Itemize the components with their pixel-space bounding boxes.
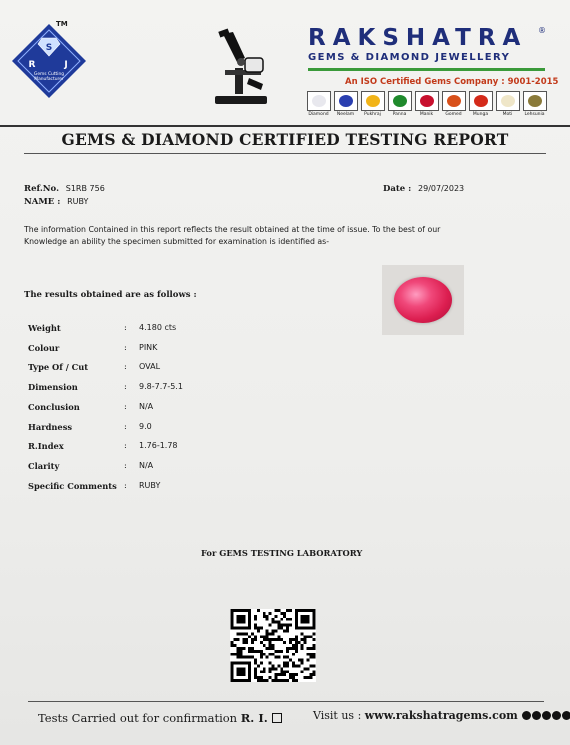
gem-stone-icon: [447, 95, 461, 107]
report-title: GEMS & DIAMOND CERTIFIED TESTING REPORT: [61, 130, 509, 149]
trademark-mark: TM: [56, 20, 68, 28]
disclaimer-line: Knowledge an ability the specimen submitted for examination is identified as-: [24, 236, 330, 246]
name-label: NAME :: [24, 197, 61, 207]
gemstone-photo: [382, 265, 464, 335]
footer-website: [313, 709, 570, 722]
property-label: Specific Comments: [28, 480, 117, 491]
brand-subtitle: GEMS & DIAMOND JEWELLERY: [308, 52, 511, 63]
property-value: PINK: [139, 342, 158, 352]
gem-thumbnail: [388, 91, 412, 111]
property-colon: :: [124, 342, 127, 353]
brand-title: RAKSHATRA: [308, 25, 528, 51]
property-label: Clarity: [28, 460, 60, 471]
gem-thumbnail: [415, 91, 439, 111]
gem-stone-icon: [528, 95, 542, 107]
property-colon: :: [124, 323, 127, 333]
footer-divider: [28, 701, 544, 702]
property-value: 9.8-7.7-5.1: [139, 382, 183, 392]
youtube-icon[interactable]: [562, 711, 570, 720]
date-label: Date :: [383, 184, 412, 194]
gem-stone-icon: [312, 95, 326, 107]
name-value: RUBY: [67, 197, 89, 206]
gem-thumbnail: [361, 91, 385, 111]
property-value: 4.180 cts: [139, 323, 177, 332]
gem-thumbnail: [523, 91, 547, 111]
disclaimer-line: The information Contained in this report reflects the result obtained at the time of issue. To the best of our: [24, 225, 441, 234]
svg-text:Gems Cutting: Gems Cutting: [33, 72, 65, 77]
property-label: Conclusion: [28, 401, 80, 412]
gem-thumbnail: [496, 91, 520, 111]
disclaimer-text: [24, 224, 494, 247]
gem-item: [388, 91, 411, 117]
gem-label: Pukhraj: [364, 112, 381, 117]
gem-thumbnail: [334, 91, 358, 111]
brand-underline: [308, 68, 545, 71]
gem-item: [415, 91, 438, 117]
microscope-icon: [205, 28, 275, 108]
twitter-icon[interactable]: [542, 711, 551, 720]
svg-text:R: R: [28, 60, 36, 70]
header-divider: [0, 125, 570, 127]
property-value: RUBY: [139, 480, 161, 490]
property-label: Colour: [28, 342, 60, 353]
gem-item: [334, 91, 357, 117]
confirmation-method: R. I.: [240, 711, 268, 725]
facebook-icon[interactable]: [522, 711, 531, 720]
property-colon: :: [124, 441, 127, 452]
gem-label: Moti: [502, 112, 513, 117]
gem-item: [361, 91, 384, 117]
property-label: Dimension: [28, 382, 78, 393]
gem-item: [496, 91, 519, 117]
ref-label: Ref.No.: [24, 184, 60, 194]
title-divider: [24, 153, 546, 154]
ruby-stone-image: [394, 277, 452, 323]
gemstone-strip: [307, 91, 546, 117]
gem-item: [307, 91, 330, 117]
footer-confirmation: [38, 711, 282, 725]
website-link[interactable]: www.rakshatragems.com: [364, 709, 518, 722]
checkbox-icon: [272, 713, 282, 723]
property-value: 9.0: [139, 421, 152, 431]
gem-label: Manik: [419, 112, 434, 117]
gem-thumbnail: [469, 91, 493, 111]
gem-stone-icon: [393, 95, 407, 107]
date-value: 29/07/2023: [418, 184, 465, 193]
gem-label: Panna: [392, 112, 407, 117]
property-value: N/A: [139, 460, 154, 470]
property-label: Type Of / Cut: [28, 362, 89, 373]
registered-mark: ®: [538, 26, 546, 35]
gem-item: [442, 91, 465, 117]
svg-text:Manufacturer: Manufacturer: [34, 77, 64, 82]
pinterest-icon[interactable]: [552, 711, 561, 720]
brand-block: [308, 25, 548, 63]
gem-label: Munga: [472, 112, 489, 117]
property-colon: :: [124, 421, 127, 432]
property-value: N/A: [139, 401, 154, 411]
reference-number: [24, 184, 105, 194]
property-colon: :: [124, 362, 127, 373]
property-colon: :: [124, 401, 127, 412]
confirmation-text: Tests Carried out for confirmation: [38, 711, 238, 725]
gem-item: [523, 91, 546, 117]
property-label: Hardness: [28, 421, 73, 432]
gem-stone-icon: [501, 95, 515, 107]
report-date: [383, 184, 464, 194]
property-colon: :: [124, 480, 127, 491]
gem-stone-icon: [420, 95, 434, 107]
specimen-name: [24, 197, 88, 207]
instagram-icon[interactable]: [532, 711, 541, 720]
qr-code[interactable]: [230, 609, 316, 682]
gem-item: [469, 91, 492, 117]
svg-text:J: J: [64, 60, 68, 70]
property-colon: :: [124, 460, 127, 471]
gem-label: Neelam: [336, 112, 355, 117]
srj-diamond-logo: [10, 22, 88, 100]
ref-value: S1RB 756: [65, 184, 105, 193]
gem-thumbnail: [442, 91, 466, 111]
gem-stone-icon: [474, 95, 488, 107]
property-value: 1.76-1.78: [139, 441, 178, 451]
property-value: OVAL: [139, 362, 161, 372]
iso-certification: An ISO Certified Gems Company : 9001-2015: [345, 77, 559, 87]
gem-stone-icon: [366, 95, 380, 107]
property-colon: :: [124, 382, 127, 393]
gem-thumbnail: [307, 91, 331, 111]
results-heading: The results obtained are as follows :: [24, 290, 197, 300]
gem-label: Diamond: [308, 112, 329, 117]
property-label: Weight: [28, 323, 61, 333]
property-label: R.Index: [28, 441, 64, 452]
gem-label: Gomed: [445, 112, 462, 117]
lab-signature-label: For GEMS TESTING LABORATORY: [201, 548, 363, 558]
svg-text:S: S: [45, 43, 53, 53]
gem-label: Lehsunia: [524, 112, 545, 117]
gem-stone-icon: [339, 95, 353, 107]
visit-label: Visit us :: [313, 709, 362, 722]
